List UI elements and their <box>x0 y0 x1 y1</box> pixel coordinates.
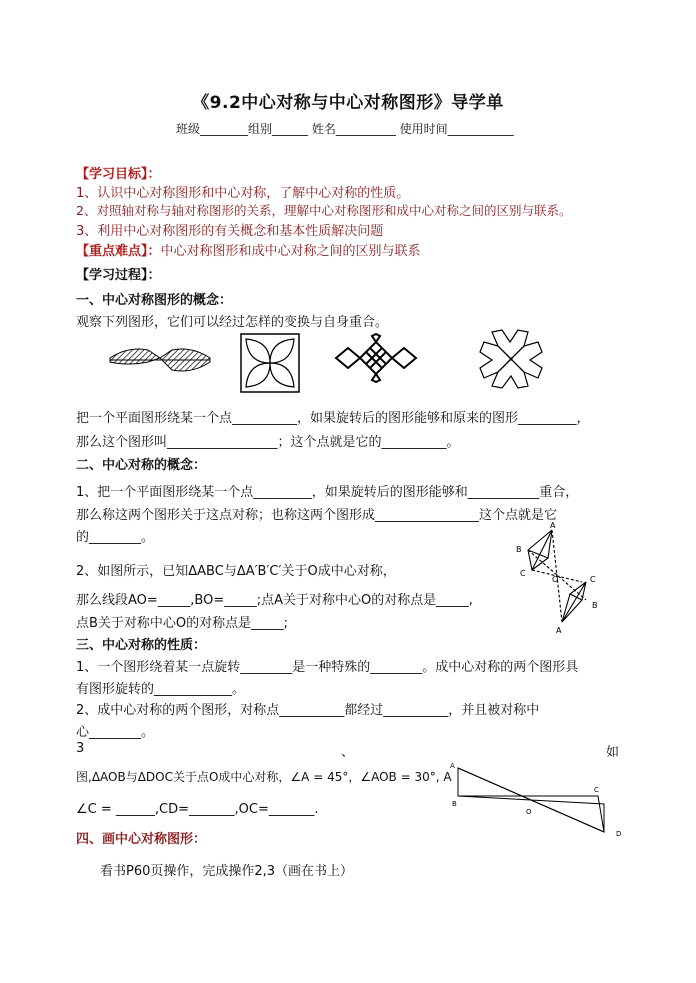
objective-item: 2、对照轴对称与轴对称图形的关系，理解中心对称图形和成中心对称之间的区别与联系。 <box>76 203 572 218</box>
section3-heading: 三、中心对称的性质： <box>76 638 207 653</box>
triangle-symmetry-figure <box>512 520 602 640</box>
label-B: B <box>452 800 457 808</box>
aob-doc-figure <box>446 760 630 840</box>
label-C: C <box>520 569 526 578</box>
student-info-line: 班级________组别______ 姓名__________ 使用时间___________ <box>176 122 514 136</box>
page-title: 《9.2中心对称与中心对称图形》导学单 <box>192 93 504 113</box>
objectives-heading: 【学习目标】： <box>76 167 161 182</box>
square-petal-figure <box>240 333 300 393</box>
label-O: O <box>526 808 532 816</box>
section4-heading: 四、画中心对称图形： <box>76 832 207 847</box>
label-O: O <box>552 575 559 584</box>
section4-text: 看书P60页操作，完成操作2,3（画在书上） <box>100 864 354 879</box>
objective-item: 1、认识中心对称图形和中心对称，了解中心对称的性质。 <box>76 186 410 201</box>
section1-intro: 观察下列图形，它们可以经过怎样的变换与自身重合。 <box>76 315 389 330</box>
section2-p1c: 的________。 <box>76 530 155 545</box>
section2-p1a: 1、把一个平面图形绕某一个点_________，如果旋转后的图形能够和___________重合， <box>76 485 579 500</box>
process-heading: 【学习过程】： <box>76 268 161 283</box>
label-B: B <box>516 545 522 554</box>
section3-p1b: 有图形旋转的____________。 <box>76 682 246 697</box>
key-points-text: 中心对称图形和成中心对称之间的区别与联系 <box>160 244 421 259</box>
section3-p1a: 1、一个图形绕着某一点旋转________是一种特殊的________。成中心对称的两个图形具 <box>76 660 579 675</box>
section2-p2b: 那么线段AO=_____,BO=_____;点A关于对称中心O的对称点是_____, <box>76 593 473 608</box>
label-A-prime: A <box>556 626 562 635</box>
windmill-figure <box>478 328 544 390</box>
label-D: D <box>616 830 622 838</box>
section3-p3a: 图,ΔAOB与ΔDOC关于点O成中心对称，∠A = 45°，∠AOB = 30°, A <box>76 770 452 784</box>
section1-fill-2: 那么这个图形叫_________________；这个点就是它的__________。 <box>76 435 460 450</box>
label-A: A <box>550 521 556 530</box>
section2-p2a: 2、如图所示，已知ΔABC与ΔA′B′C′关于O成中心对称， <box>76 564 396 579</box>
section3-p3b: ∠C = ______,CD=_______,OC=_______. <box>76 802 319 817</box>
label-C-prime: C <box>590 575 596 584</box>
label-A: A <box>450 762 455 770</box>
label-B-prime: B <box>592 601 598 610</box>
label-C: C <box>594 786 599 794</box>
section2-p1b: 那么称这两个图形关于这点对称；也称这两个图形成________________这个点就是它 <box>76 508 558 523</box>
objective-item: 3、利用中心对称图形的有关概念和基本性质解决问题 <box>76 224 384 239</box>
key-points-label: 【重点难点】： <box>76 244 161 259</box>
section3-p2b: 心________。 <box>76 725 155 740</box>
section3-p3-end: 如 <box>606 745 620 760</box>
section2-p2c: 点B关于对称中心O的对称点是_____; <box>76 616 289 631</box>
section3-p2a: 2、成中心对称的两个图形，对称点__________都经过__________，并且被对称中 <box>76 703 540 718</box>
chinese-knot-figure <box>334 333 418 383</box>
section1-fill-1: 把一个平面图形绕某一个点__________，如果旋转后的图形能够和原来的图形_________， <box>76 411 590 426</box>
section3-p3-mark: 、 <box>341 745 355 760</box>
twisted-band-figure <box>108 340 212 380</box>
section2-heading: 二、中心对称的概念： <box>76 458 207 473</box>
section1-heading: 一、中心对称图形的概念： <box>76 293 233 308</box>
section3-p3-number: 3 <box>76 741 85 756</box>
